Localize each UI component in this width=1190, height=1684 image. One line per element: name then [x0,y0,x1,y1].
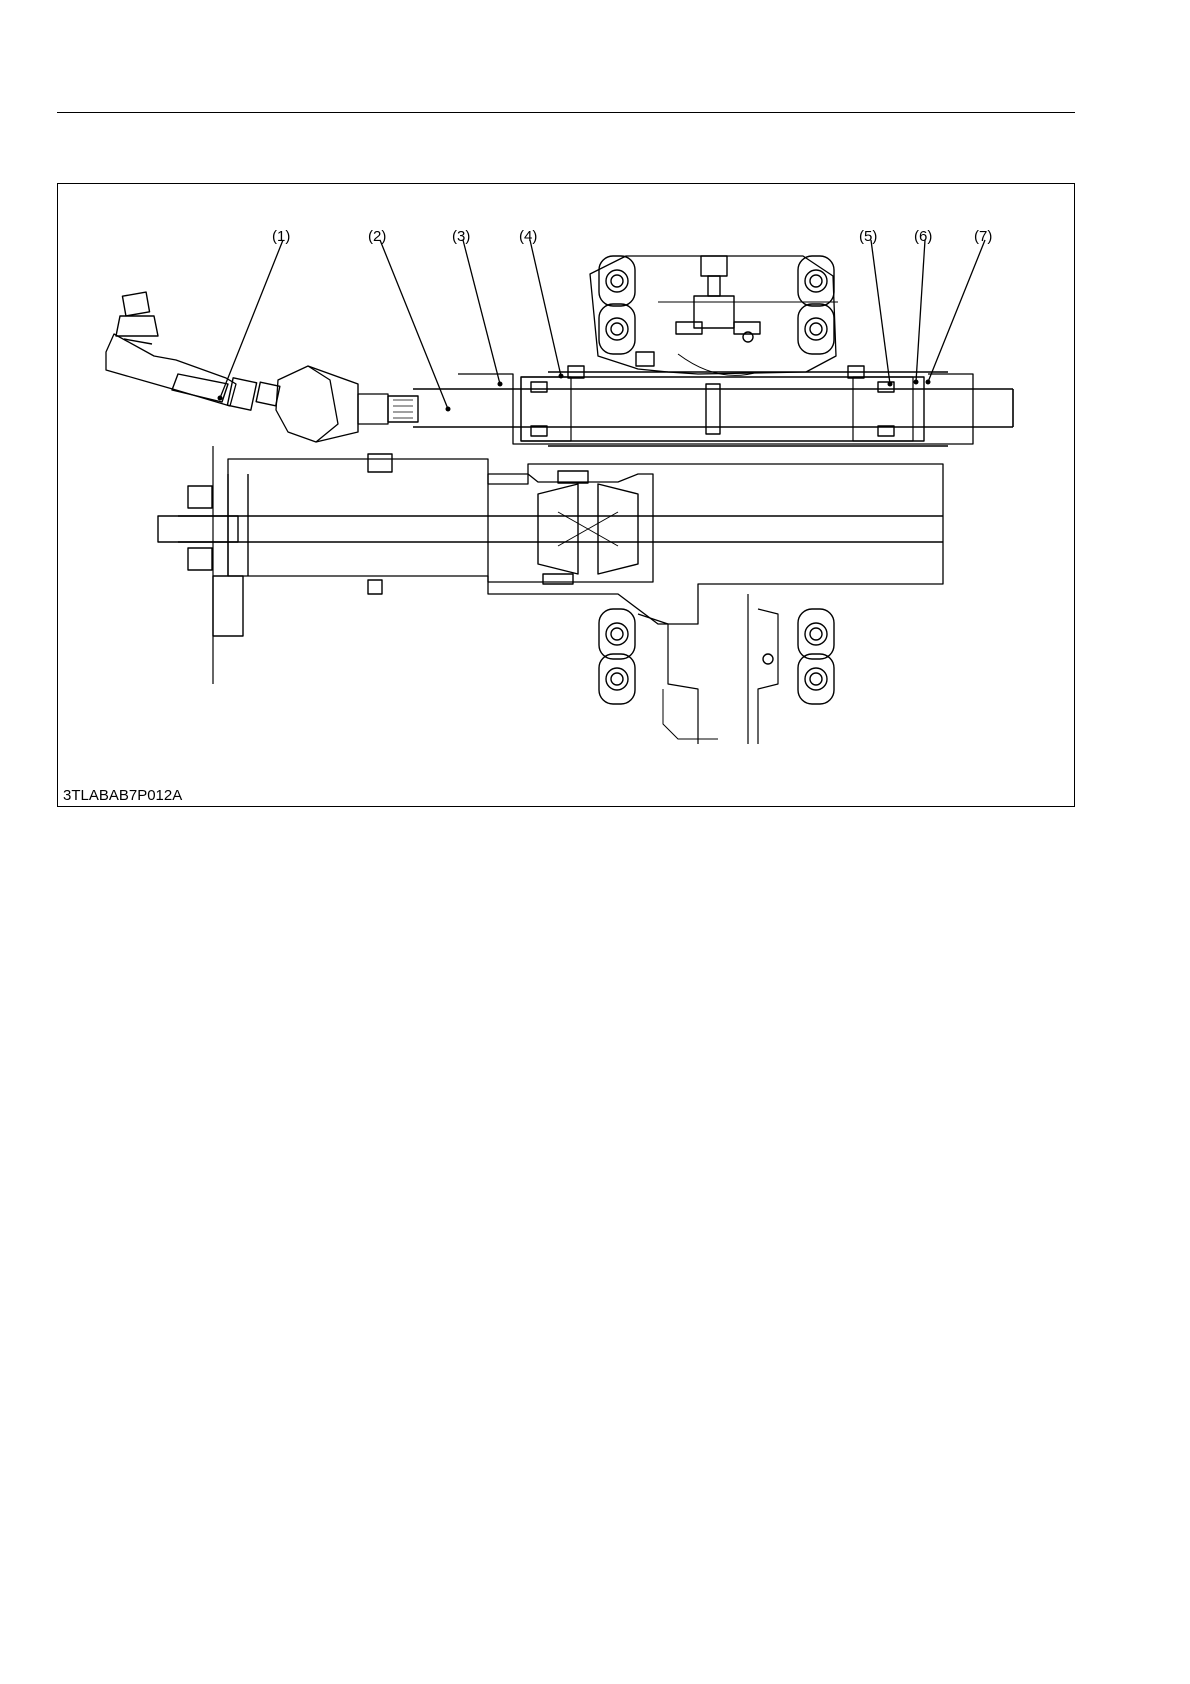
callout-label-5: (5) [859,228,878,245]
callout-dots [218,374,931,412]
piston-rod [358,389,1013,427]
upper-mount-block [590,256,838,375]
steering-cylinder [458,366,973,446]
axle-housing [158,446,943,684]
callout-label-1: (1) [272,228,291,245]
figure-frame [57,183,1075,807]
lower-mount [599,594,834,744]
figure-id-code: 3TLABAB7P012A [63,787,183,804]
callout-label-7: (7) [974,228,993,245]
callout-label-2: (2) [368,228,387,245]
callout-label-4: (4) [519,228,538,245]
callout-label-3: (3) [452,228,471,245]
callout-label-6: (6) [914,228,933,245]
leader-lines [220,240,985,409]
steering-assembly-drawing [58,184,1074,806]
header-rule [57,112,1075,113]
